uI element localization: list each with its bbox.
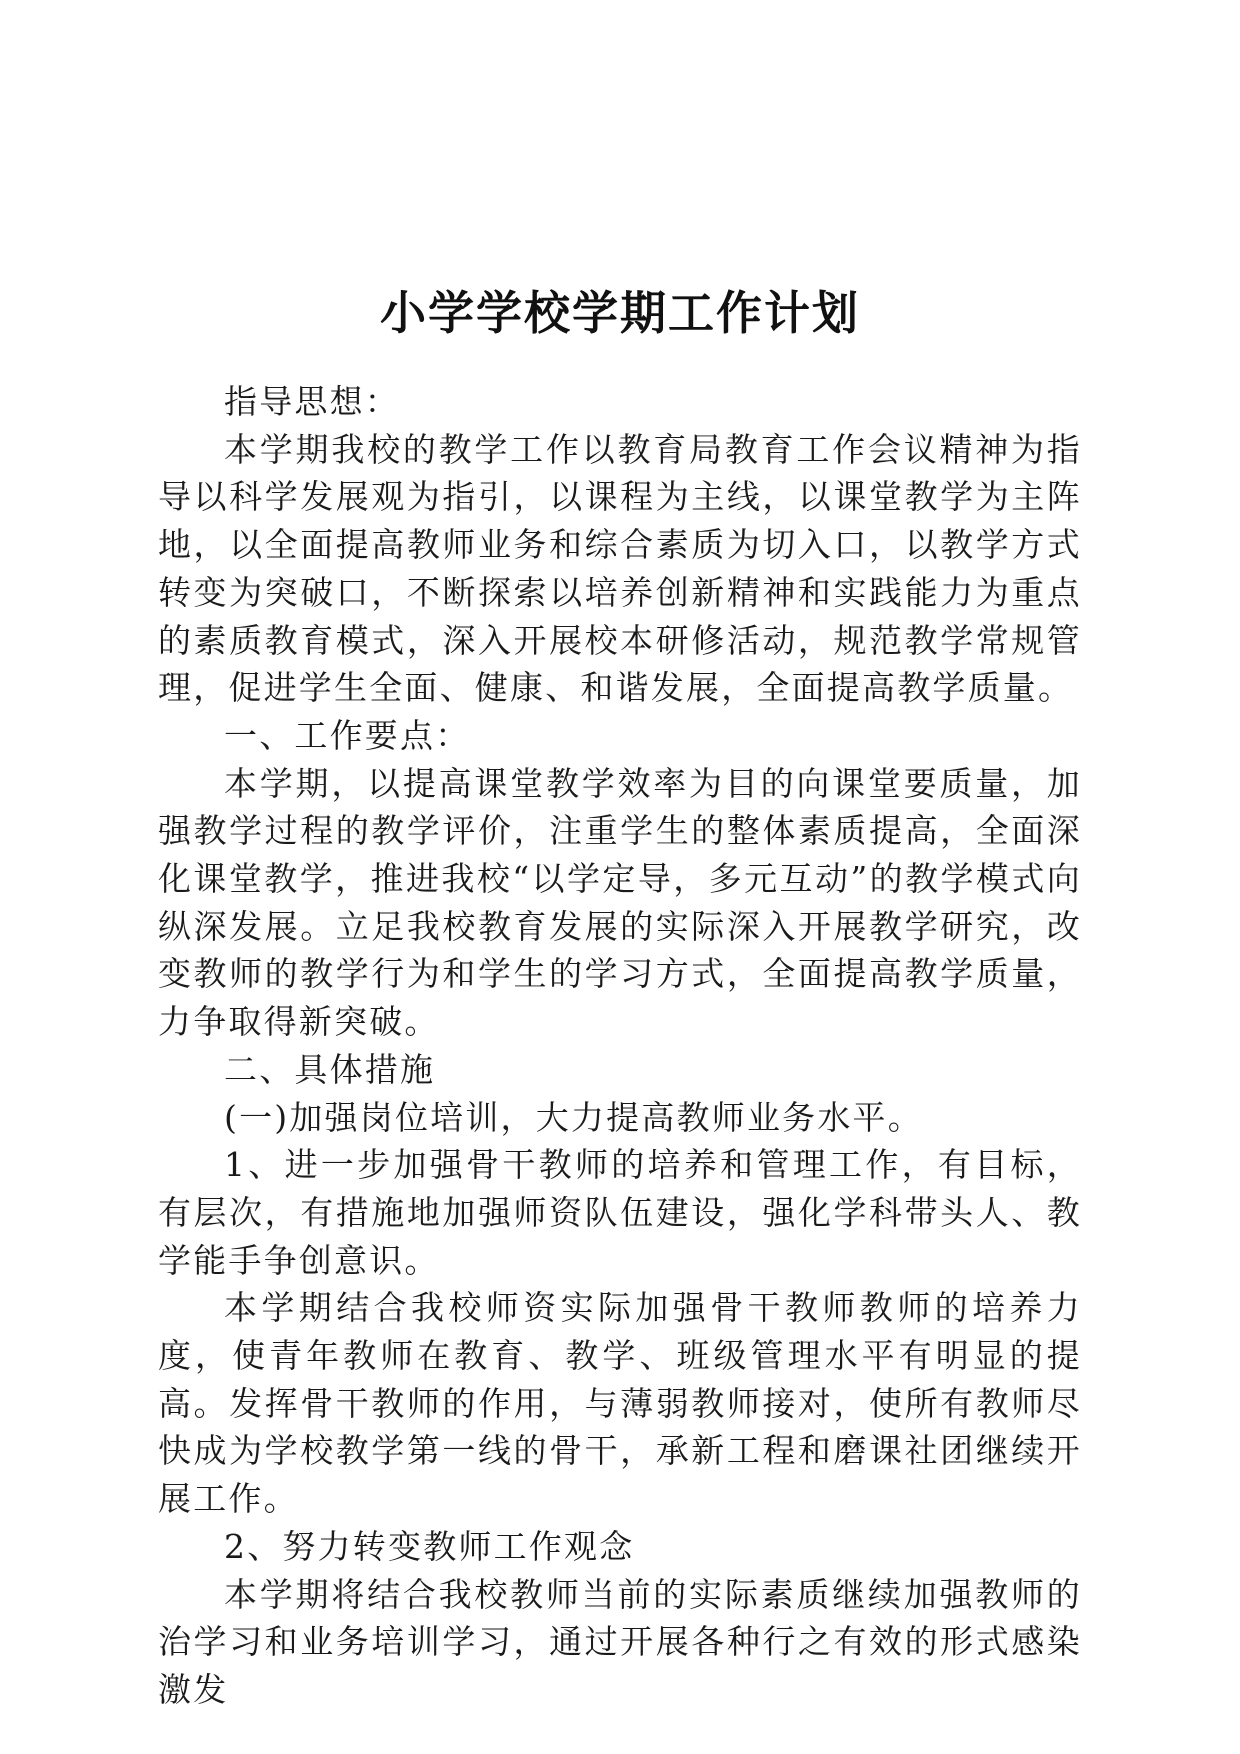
- document-title: 小学学校学期工作计划: [380, 285, 860, 340]
- paragraph-work-points: 本学期，以提高课堂教学效率为目的向课堂要质量，加强教学过程的教学评价，注重学生的整体素质提高，全面深化课堂教学，推进我校“以学定导，多元互动”的教学模式向纵深发展。立足我校教育发展的实际深入开展教学研究，改变教师的教学行为和学生的学习方式，全面提高教学质量，力争取得新突破。: [158, 763, 1082, 1042]
- paragraph-item-2: 2、努力转变教师工作观念: [224, 1526, 635, 1566]
- paragraph-item-1-detail: 本学期结合我校师资实际加强骨干教师教师的培养力度，使青年教师在教育、教学、班级管理水平有明显的提高。发挥骨干教师的作用，与薄弱教师接对，使所有教师尽快成为学校教学第一线的骨干，承新工程和磨课社团继续开展工作。: [158, 1288, 1082, 1519]
- paragraph-item-2-detail: 本学期将结合我校教师当前的实际素质继续加强教师的治学习和业务培训学习，通过开展各种行之有效的形式感染激发: [158, 1574, 1082, 1709]
- paragraph-item-1: 1、进一步加强骨干教师的培养和管理工作，有目标，有层次，有措施地加强师资队伍建设，强化学科带头人、教学能手争创意识。: [158, 1145, 1082, 1280]
- paragraph-measure-1-heading: (一)加强岗位培训，大力提高教师业务水平。: [224, 1097, 923, 1137]
- paragraph-work-points-heading: 一、工作要点：: [224, 715, 471, 755]
- paragraph-guiding-thought: 本学期我校的教学工作以教育局教育工作会议精神为指导以科学发展观为指引，以课程为主线，以课堂教学为主阵地，以全面提高教师业务和综合素质为切入口，以教学方式转变为突破口，不断探索以培养创新精神和实践能力为重点的素质教育模式，深入开展校本研修活动，规范教学常规管理，促进学生全面、健康、和谐发展，全面提高教学质量。: [158, 429, 1082, 708]
- document-body: [158, 378, 1082, 1714]
- paragraph-guiding-thought-heading: 指导思想：: [224, 382, 400, 421]
- paragraph-measures-heading: 二、具体措施: [224, 1049, 436, 1089]
